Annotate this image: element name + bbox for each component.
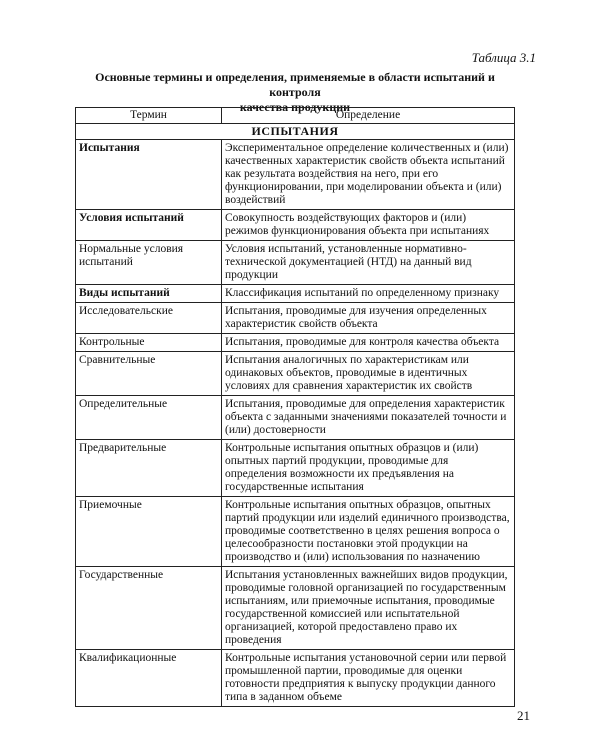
definition-cell: Контрольные испытания установочной серии или первой промышленной партии, проводимые для оценки готовности предприятия к выпуску продукции данного типа в заданном объеме	[222, 650, 515, 707]
definition-cell: Экспериментальное определение количественных и (или) качественных характеристик свойств объекта испытаний как результата воздействия на него, при его функционировании, при моделировании объекта и (или) воздействий	[222, 140, 515, 210]
table-row	[76, 396, 515, 440]
term-cell: Предварительные	[76, 440, 222, 497]
definition-cell: Испытания аналогичных по характеристикам или одинаковых объектов, проводимые в идентичных условиях для сравнения характеристик их свойств	[222, 352, 515, 396]
table-row	[76, 210, 515, 241]
term-cell: Испытания	[76, 140, 222, 210]
table-caption: Таблица 3.1	[471, 50, 536, 65]
table-row	[76, 567, 515, 650]
definition-cell: Совокупность воздействующих факторов и (или) режимов функционирования объекта при испытаниях	[222, 210, 515, 241]
definition-cell: Испытания, проводимые для определения характеристик объекта с заданными значениями показателей точности и (или) достоверности	[222, 396, 515, 440]
table-row	[76, 650, 515, 707]
table-row	[76, 440, 515, 497]
term-cell: Контрольные	[76, 334, 222, 352]
section-title: ИСПЫТАНИЯ	[76, 124, 515, 140]
table-row	[76, 140, 515, 210]
definition-cell: Условия испытаний, установленные нормативно-технической документацией (НТД) на данный вид продукции	[222, 241, 515, 285]
title-line-2: качества продукции	[239, 100, 351, 114]
terms-table	[75, 107, 515, 707]
definition-cell: Классификация испытаний по определенному признаку	[222, 285, 515, 303]
definition-cell: Испытания, проводимые для контроля качества объекта	[222, 334, 515, 352]
section-row	[76, 124, 515, 140]
term-cell: Определительные	[76, 396, 222, 440]
term-cell: Нормальные условия испытаний	[76, 241, 222, 285]
table-row	[76, 241, 515, 285]
page-number: 21	[517, 708, 530, 723]
term-cell: Условия испытаний	[76, 210, 222, 241]
term-cell: Квалификационные	[76, 650, 222, 707]
header-definition: Определение	[222, 108, 515, 124]
header-row	[76, 108, 515, 124]
table-row	[76, 285, 515, 303]
definition-cell: Контрольные испытания опытных образцов, опытных партий продукции или изделий единичного производства, проводимые соответственно в целях решения вопроса о целесообразности постановки этой продукции на производство и (или) использования по назначению	[222, 497, 515, 567]
term-cell: Виды испытаний	[76, 285, 222, 303]
definition-cell: Испытания, проводимые для изучения определенных характеристик свойств объекта	[222, 303, 515, 334]
title-line-1: Основные термины и определения, применяемые в области испытаний и контроля	[95, 70, 495, 99]
table-row	[76, 303, 515, 334]
definition-cell: Испытания установленных важнейших видов продукции, проводимые головной организацией по государственным испытаниям, или приемочные испытания, проводимые государственной комиссией или испытательной организацией, которой предоставлено право их проведения	[222, 567, 515, 650]
header-term: Термин	[76, 108, 222, 124]
term-cell: Исследовательские	[76, 303, 222, 334]
term-cell: Государственные	[76, 567, 222, 650]
table-row	[76, 334, 515, 352]
table-row	[76, 352, 515, 396]
term-cell: Приемочные	[76, 497, 222, 567]
definition-cell: Контрольные испытания опытных образцов и (или) опытных партий продукции, проводимые для определения возможности их предъявления на государственные испытания	[222, 440, 515, 497]
term-cell: Сравнительные	[76, 352, 222, 396]
table-row	[76, 497, 515, 567]
